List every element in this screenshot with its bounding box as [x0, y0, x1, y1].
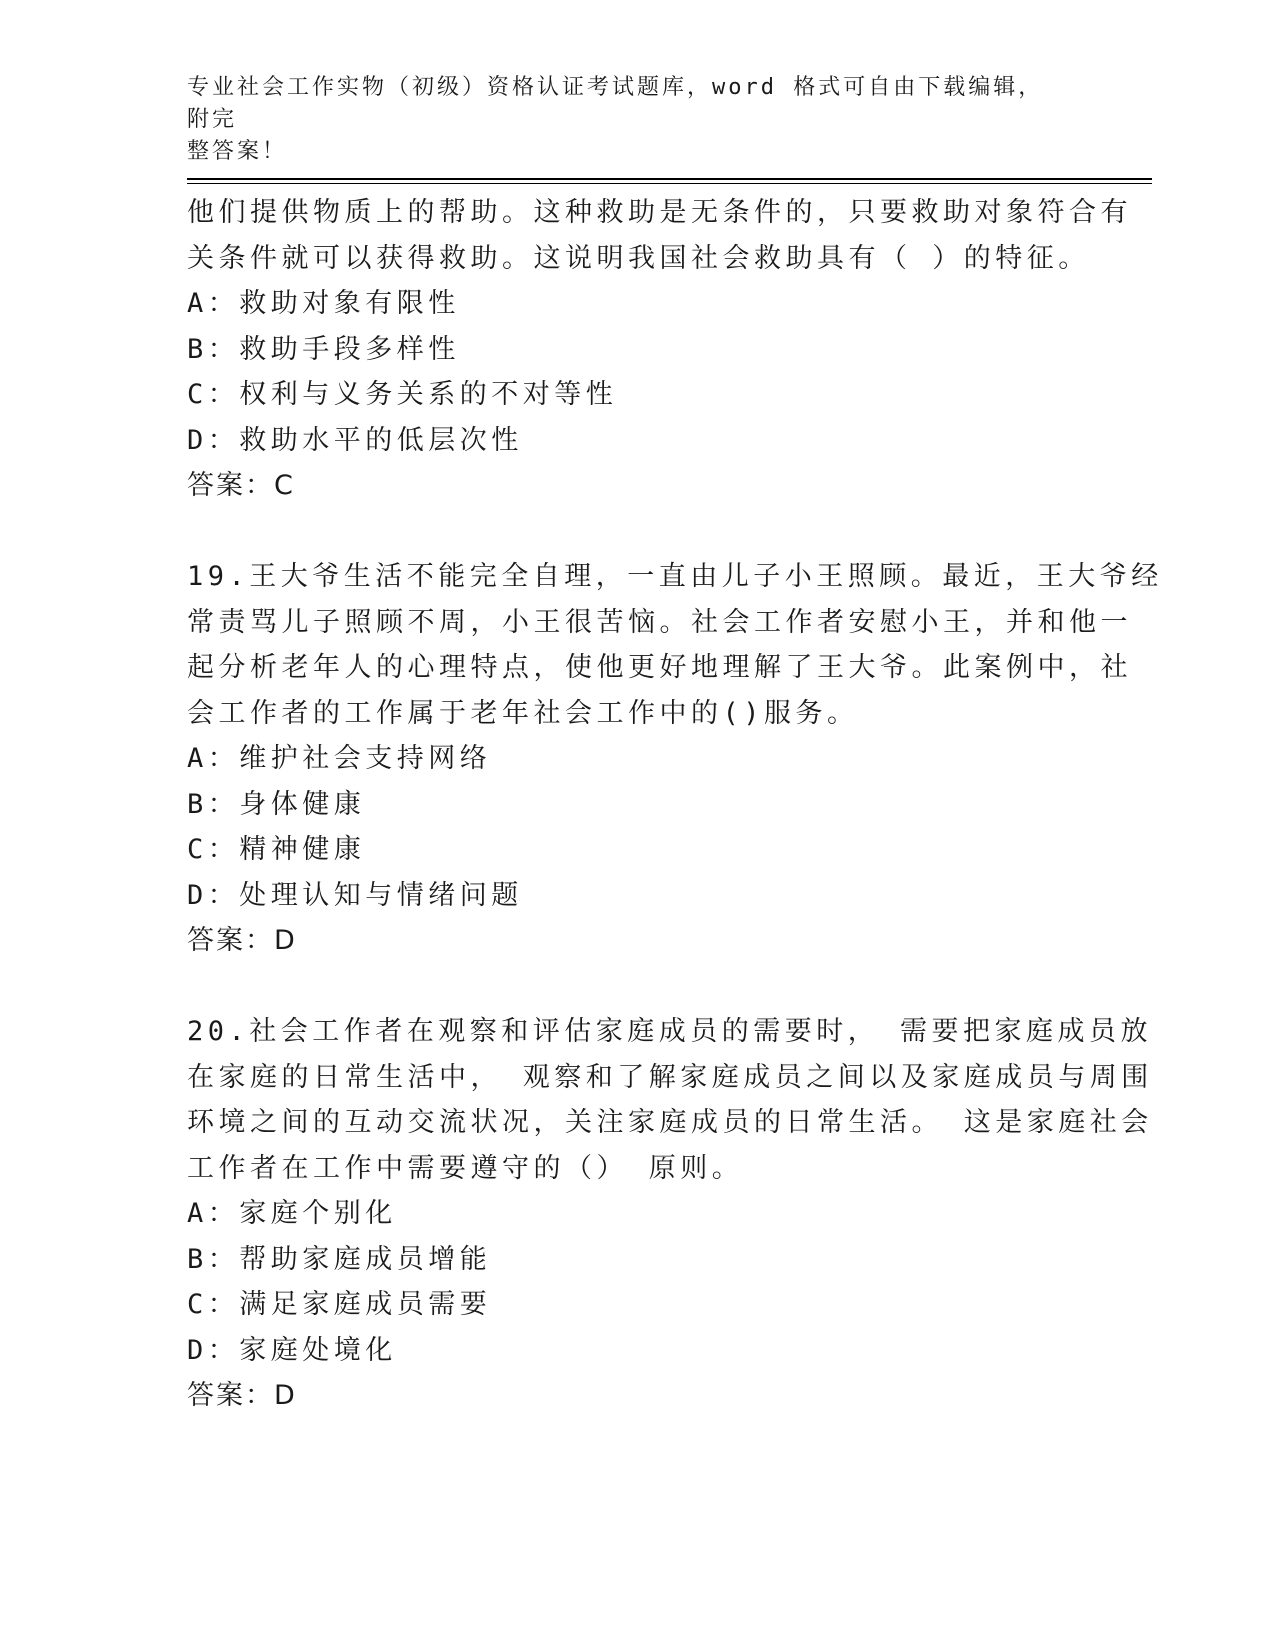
question-20-line-4: 工作者在工作中需要遵守的（） 原则。 — [187, 1152, 744, 1184]
header-line-1: 专业社会工作实物（初级）资格认证考试题库，word 格式可自由下载编辑，附完 — [187, 75, 1044, 132]
question-19-option-c: C：精神健康 — [187, 834, 366, 865]
question-20-line-2: 在家庭的日常生活中， 观察和了解家庭成员之间以及家庭成员与周围 — [187, 1061, 1153, 1093]
question-19-line-4: 会工作者的工作属于老年社会工作中的()服务。 — [187, 697, 859, 729]
question-19-line-1: 19.王大爷生活不能完全自理，一直由儿子小王照顾。最近，王大爷经 — [187, 561, 1163, 592]
spacer — [187, 964, 1087, 1010]
question-18-option-d: D：救助水平的低层次性 — [187, 424, 523, 456]
question-18-answer: 答案：C — [187, 470, 295, 501]
question-19-answer: 答案：D — [187, 925, 297, 956]
header-line-2: 整答案！ — [187, 139, 288, 164]
question-20-option-d: D：家庭处境化 — [187, 1334, 397, 1366]
document-header — [187, 72, 1067, 168]
question-18-option-c: C：权利与义务关系的不对等性 — [187, 379, 618, 410]
question-20-line-1: 20.社会工作者在观察和评估家庭成员的需要时， 需要把家庭成员放 — [187, 1016, 1153, 1047]
header-divider-thick — [187, 178, 1152, 180]
question-19-option-b: B：身体健康 — [187, 788, 366, 820]
question-18-block — [187, 190, 1132, 509]
spacer — [187, 509, 1087, 555]
question-18-line-2: 关条件就可以获得救助。这说明我国社会救助具有（ ）的特征。 — [187, 242, 1090, 274]
question-18-option-b: B：救助手段多样性 — [187, 333, 460, 365]
question-content — [187, 190, 1163, 1419]
question-20-option-c: C：满足家庭成员需要 — [187, 1289, 492, 1320]
header-divider-thin — [187, 183, 1152, 184]
question-19-option-a: A：维护社会支持网络 — [187, 743, 492, 774]
question-20-option-b: B：帮助家庭成员增能 — [187, 1243, 492, 1275]
question-20-line-3: 环境之间的互动交流状况，关注家庭成员的日常生活。 这是家庭社会 — [187, 1107, 1153, 1138]
question-19-block — [187, 554, 1163, 964]
question-20-option-a: A：家庭个别化 — [187, 1198, 397, 1229]
question-19-option-d: D：处理认知与情绪问题 — [187, 879, 523, 911]
question-19-line-2: 常责骂儿子照顾不周，小王很苦恼。社会工作者安慰小王，并和他一 — [187, 606, 1132, 638]
question-18-option-a: A：救助对象有限性 — [187, 288, 460, 319]
question-18-line-1: 他们提供物质上的帮助。这种救助是无条件的，只要救助对象符合有 — [187, 197, 1132, 228]
question-19-line-3: 起分析老年人的心理特点，使他更好地理解了王大爷。此案例中，社 — [187, 652, 1132, 683]
question-20-block — [187, 1009, 1153, 1419]
question-20-answer: 答案：D — [187, 1380, 297, 1411]
